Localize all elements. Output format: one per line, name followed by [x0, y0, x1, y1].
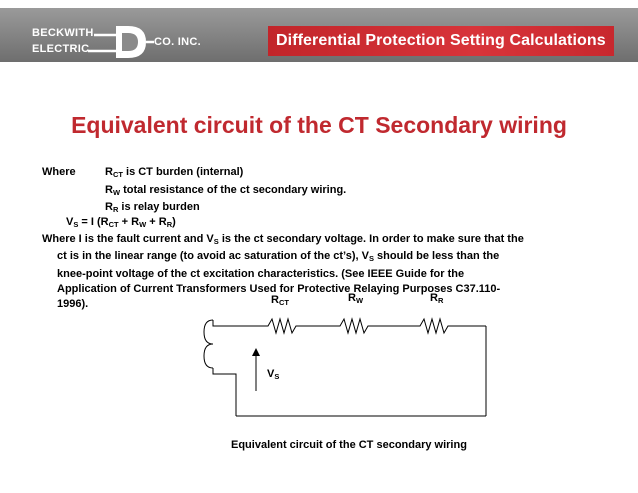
where-label: Where: [42, 166, 76, 178]
label-rw: $R_W$: [348, 292, 364, 305]
top-wire: [213, 319, 486, 333]
label-vs: $V_S$: [267, 368, 280, 381]
paragraph-line-2: ct is in the linear range (to avoid ac saturation of the ct’s), $V_S$ should be less than the: [57, 250, 500, 264]
logo-suffix: CO. INC.: [154, 36, 202, 48]
paragraph-line-5: 1996).: [57, 298, 89, 311]
paragraph-line-1: Where I is the fault current and $V_S$ is the ct secondary voltage. In order to make sure that the: [42, 233, 524, 246]
ct-winding: [204, 320, 213, 368]
header-bar: [0, 0, 638, 62]
company-logo: [32, 24, 202, 60]
label-rct: $R_{CT}$: [271, 294, 289, 307]
slide-title: Equivalent circuit of the CT Secondary wiring: [71, 112, 567, 138]
circuit-caption: Equivalent circuit of the CT secondary wiring: [231, 439, 467, 451]
paragraph-line-3: knee-point voltage of the ct excitation characteristics. (See IEEE Guide for the: [57, 267, 465, 280]
vs-equation: $V_S = I$ $(R_{CT} + R_W + R_R)$: [66, 216, 176, 229]
header-title: Differential Protection Setting Calculations: [276, 32, 606, 49]
logo-line1: BECKWITH: [32, 27, 94, 39]
label-rr: $R_R$: [430, 292, 444, 305]
definition-rr: $R_R$ is relay burden: [105, 201, 200, 214]
explanation-paragraph: [42, 232, 545, 312]
return-wire: [213, 368, 236, 416]
definition-rct: $R_{CT}$ is CT burden (internal): [105, 166, 244, 179]
logo-line2: ELECTRIC: [32, 43, 90, 55]
definition-rw: $R_W$ total resistance of the ct secondary wiring.: [105, 184, 347, 197]
paragraph-line-4: Application of Current Transformers Used for Protective Relaying Purposes C37.110-: [57, 282, 501, 295]
vs-arrowhead: [252, 348, 260, 356]
